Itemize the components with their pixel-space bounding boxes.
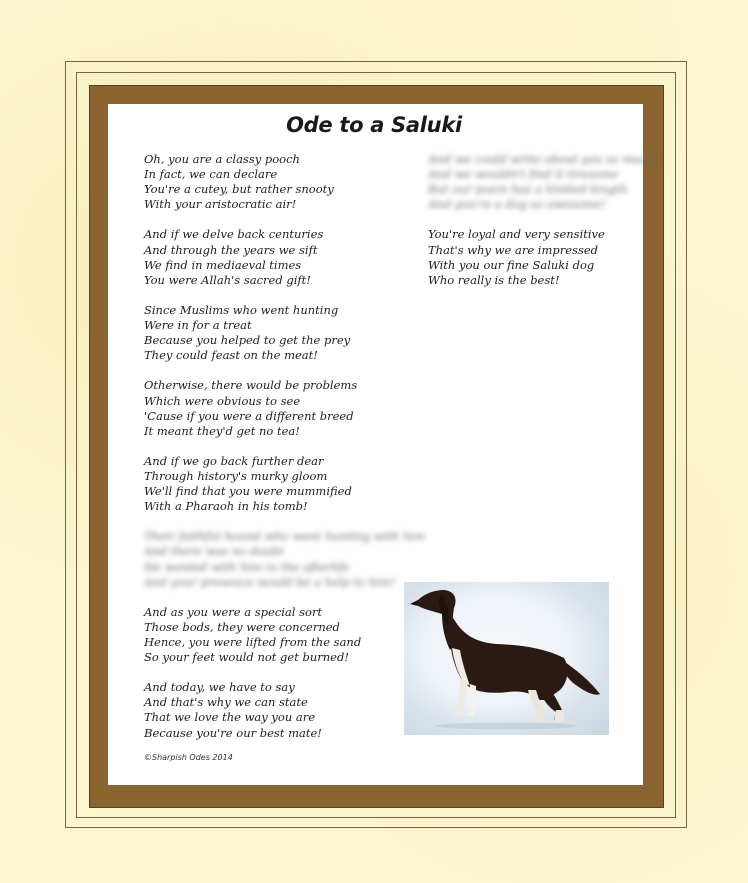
saluki-dog-illustration	[404, 582, 609, 735]
poem-line: With you our fine Saluki dog	[428, 257, 595, 272]
poem-stanza	[144, 378, 384, 438]
copyright-notice: ©Sharpish Odes 2014	[144, 753, 233, 762]
poem-stanza	[144, 529, 425, 589]
poem-line: Otherwise, there would be problems	[144, 378, 358, 393]
poem-stanza	[144, 605, 384, 665]
poem-line: Those bods, they were concerned	[144, 619, 340, 634]
poem-line: And today, we have to say	[144, 680, 295, 695]
poem-stanza	[428, 152, 655, 212]
poem-line: Were in for a treat	[144, 318, 252, 333]
poem-stanza	[428, 227, 628, 287]
poem-line: So your feet would not get burned!	[144, 650, 349, 665]
poem-line: And if we delve back centuries	[144, 227, 324, 242]
poem-line: And we wouldn't find it tiresome	[428, 167, 619, 182]
right-column	[428, 152, 655, 303]
poem-line: And through the years we sift	[144, 242, 318, 257]
poem-line: In fact, we can declare	[144, 167, 278, 182]
poem-stanza	[144, 152, 384, 212]
poem-line: You're loyal and very sensitive	[428, 227, 605, 242]
poem-line: Hence, you were lifted from the sand	[144, 635, 362, 649]
poem-title: Ode to a Saluki	[286, 113, 462, 137]
saluki-photo	[404, 582, 609, 735]
poem-stanza	[144, 680, 384, 740]
poem-stanza	[144, 227, 384, 287]
poem-line: They could feast on the meat!	[144, 348, 318, 363]
poem-line: Because you're our best mate!	[144, 725, 322, 740]
poem-line: It meant they'd get no tea!	[144, 423, 300, 438]
poem-line: We'll find that you were mummified	[144, 484, 352, 499]
poem-line: And that's why we can state	[144, 695, 308, 710]
poem-line: You were Allah's sacred gift!	[144, 272, 311, 287]
poem-line: Through history's murky gloom	[144, 468, 328, 483]
poem-line: With a Pharaoh in his tomb!	[144, 499, 308, 514]
left-column	[144, 152, 425, 756]
poem-line: And your presence would be a help to him!	[144, 574, 396, 589]
poem-line: But our poem has a limited length	[428, 182, 628, 197]
poem-line: Oh, you are a classy pooch	[144, 152, 300, 166]
poem-line: And you're a dog so awesome!	[428, 197, 606, 212]
poem-stanza	[144, 454, 384, 514]
poem-line: And there was no doubt	[144, 544, 284, 559]
poem-line: That's why we are impressed	[428, 242, 599, 257]
poem-line: Since Muslims who went hunting	[144, 302, 339, 317]
poem-line: And we could write about you so much	[428, 152, 655, 166]
poem-line: Because you helped to get the prey	[144, 333, 351, 348]
poem-line: With your aristocratic air!	[144, 197, 297, 212]
poem-stanza	[144, 303, 384, 363]
poem-line: You're a cutey, but rather snooty	[144, 182, 334, 197]
poem-line: 'Cause if you were a different breed	[144, 408, 354, 423]
poem-line: That we love the way you are	[144, 710, 316, 725]
poem-line: Their faithful hound who went hunting with him	[144, 529, 425, 544]
poem-line: Which were obvious to see	[144, 393, 301, 408]
poem-line: And if we go back further dear	[144, 453, 324, 468]
poem-line: Who really is the best!	[428, 272, 560, 287]
poem-line: We find in mediaeval times	[144, 257, 302, 272]
poem-line: And as you were a special sort	[144, 604, 323, 619]
poem-line: He wanted with him in the afterlife	[144, 559, 350, 574]
